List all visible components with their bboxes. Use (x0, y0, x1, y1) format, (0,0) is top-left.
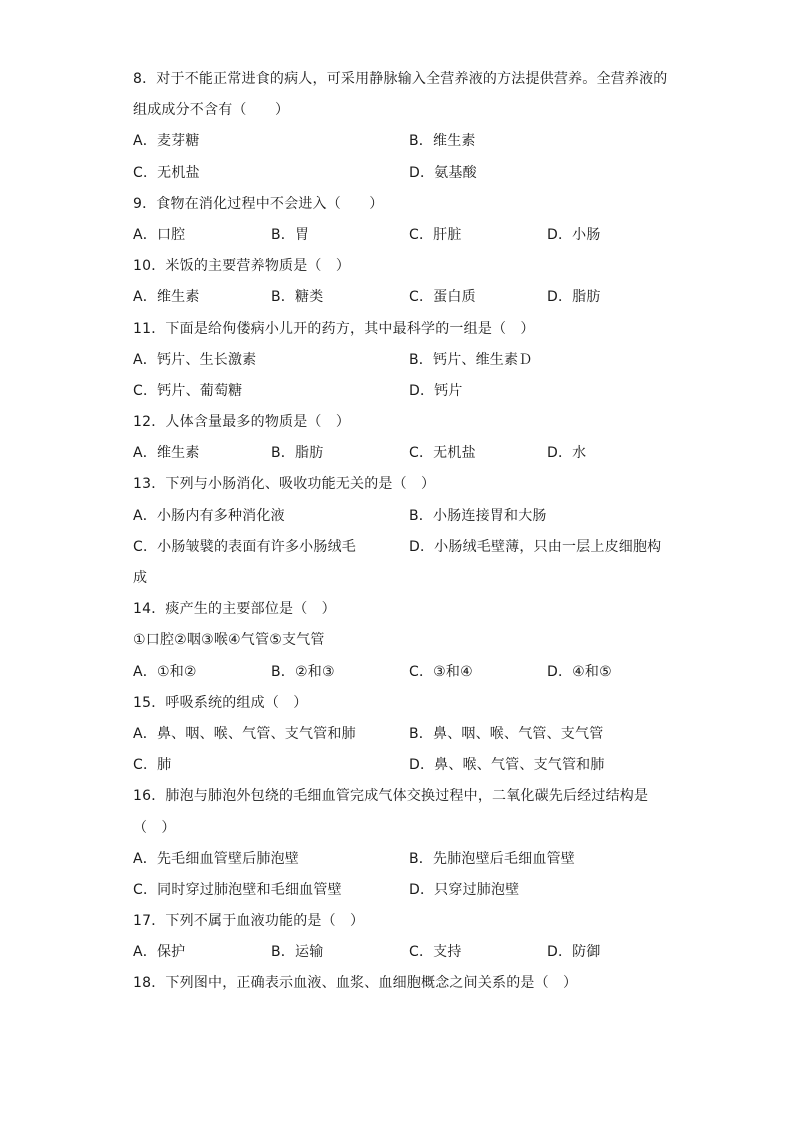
option-b: B．糖类 (271, 289, 324, 306)
option-b: B．维生素 (409, 133, 476, 150)
question-9-stem: 9．食物在消化过程中不会进入（ ） (133, 195, 384, 212)
option-d: D．小肠 (547, 226, 601, 243)
option-a: A．钙片、生长激素 (133, 351, 257, 368)
option-a: A．维生素 (133, 289, 200, 306)
option-a: A．保护 (133, 944, 186, 961)
question-16-options-row-1 (133, 844, 663, 875)
question-15-stem: 15．呼吸系统的组成（ ） (133, 694, 308, 711)
question-11-options-row-2 (133, 376, 663, 407)
option-c: C．无机盐 (133, 164, 200, 181)
option-d: D．水 (547, 445, 587, 462)
question-list (133, 64, 668, 1000)
option-c: C．无机盐 (409, 445, 476, 462)
option-d: D．④和⑤ (547, 663, 612, 680)
question-10-stem: 10．米饭的主要营养物质是（ ） (133, 258, 351, 275)
question-13-stem: 13．下列与小肠消化、吸收功能无关的是（ ） (133, 476, 436, 493)
option-c: C．③和④ (409, 663, 473, 680)
option-d: D．防御 (547, 944, 601, 961)
option-d: D．小肠绒毛壁薄，只由一层上皮细胞构 (409, 538, 662, 555)
option-a: A．小肠内有多种消化液 (133, 507, 285, 524)
option-b: B．钙片、维生素Ｄ (409, 351, 533, 368)
question-14-stem: 14．痰产生的主要部位是（ ） (133, 601, 336, 618)
option-b: B．鼻、咽、喉、气管、支气管 (409, 725, 604, 742)
option-c: C．肝脏 (409, 226, 462, 243)
option-a: A．①和② (133, 663, 197, 680)
option-c: C．肺 (133, 757, 172, 774)
option-b: B．先肺泡壁后毛细血管壁 (409, 850, 576, 867)
option-c: C．同时穿过肺泡壁和毛细血管壁 (133, 881, 342, 898)
question-17-options (133, 937, 663, 968)
question-14-items: ①口腔②咽③喉④气管⑤支气管 (133, 632, 325, 649)
option-d: D．氨基酸 (409, 164, 477, 181)
option-a: A．先毛细血管壁后肺泡壁 (133, 850, 299, 867)
option-c: C．钙片、葡萄糖 (133, 382, 243, 399)
option-d: D．脂肪 (547, 289, 601, 306)
option-a: A．麦芽糖 (133, 133, 200, 150)
option-b: B．小肠连接胃和大肠 (409, 507, 547, 524)
option-a: A．鼻、咽、喉、气管、支气管和肺 (133, 725, 356, 742)
question-8-options-row-2 (133, 158, 663, 189)
option-a: A．口腔 (133, 226, 186, 243)
question-12-stem: 12．人体含量最多的物质是（ ） (133, 414, 351, 431)
question-12-options (133, 438, 663, 469)
question-13-options-row-1 (133, 501, 663, 532)
question-16-stem-cont: （ ） (133, 819, 176, 836)
question-15-options-row-1 (133, 719, 663, 750)
question-16-options-row-2 (133, 875, 663, 906)
question-17-stem: 17．下列不属于血液功能的是（ ） (133, 913, 365, 930)
question-8-options-row-1 (133, 126, 663, 157)
question-16-stem: 16．肺泡与肺泡外包绕的毛细血管完成气体交换过程中，二氧化碳先后经过结构是 (133, 788, 649, 805)
question-11-stem: 11．下面是给佝偻病小儿开的药方，其中最科学的一组是（ ） (133, 320, 535, 337)
question-13-option-d-cont: 成 (133, 570, 148, 586)
question-13-options-row-2 (133, 532, 663, 563)
question-10-options (133, 282, 663, 313)
question-8-stem-cont: 组成成分不含有（ ） (133, 102, 290, 119)
option-b: B．脂肪 (271, 445, 324, 462)
question-8-stem: 8．对于不能正常进食的病人，可采用静脉输入全营养液的方法提供营养。全营养液的 (133, 71, 668, 87)
option-c: C．支持 (409, 944, 462, 961)
question-15-options-row-2 (133, 750, 663, 781)
option-a: A．维生素 (133, 445, 200, 462)
question-9-options (133, 220, 663, 251)
option-b: B．运输 (271, 944, 324, 961)
option-d: D．只穿过肺泡壁 (409, 881, 520, 898)
question-11-options-row-1 (133, 345, 663, 376)
option-b: B．②和③ (271, 663, 335, 680)
option-d: D．钙片 (409, 382, 463, 399)
option-c: C．蛋白质 (409, 289, 476, 306)
option-c: C．小肠皱襞的表面有许多小肠绒毛 (133, 538, 356, 555)
question-14-options (133, 657, 663, 688)
option-d: D．鼻、喉、气管、支气管和肺 (409, 757, 605, 774)
option-b: B．胃 (271, 226, 310, 243)
question-18-stem: 18．下列图中，正确表示血液、血浆、血细胞概念之间关系的是（ ） (133, 975, 578, 992)
